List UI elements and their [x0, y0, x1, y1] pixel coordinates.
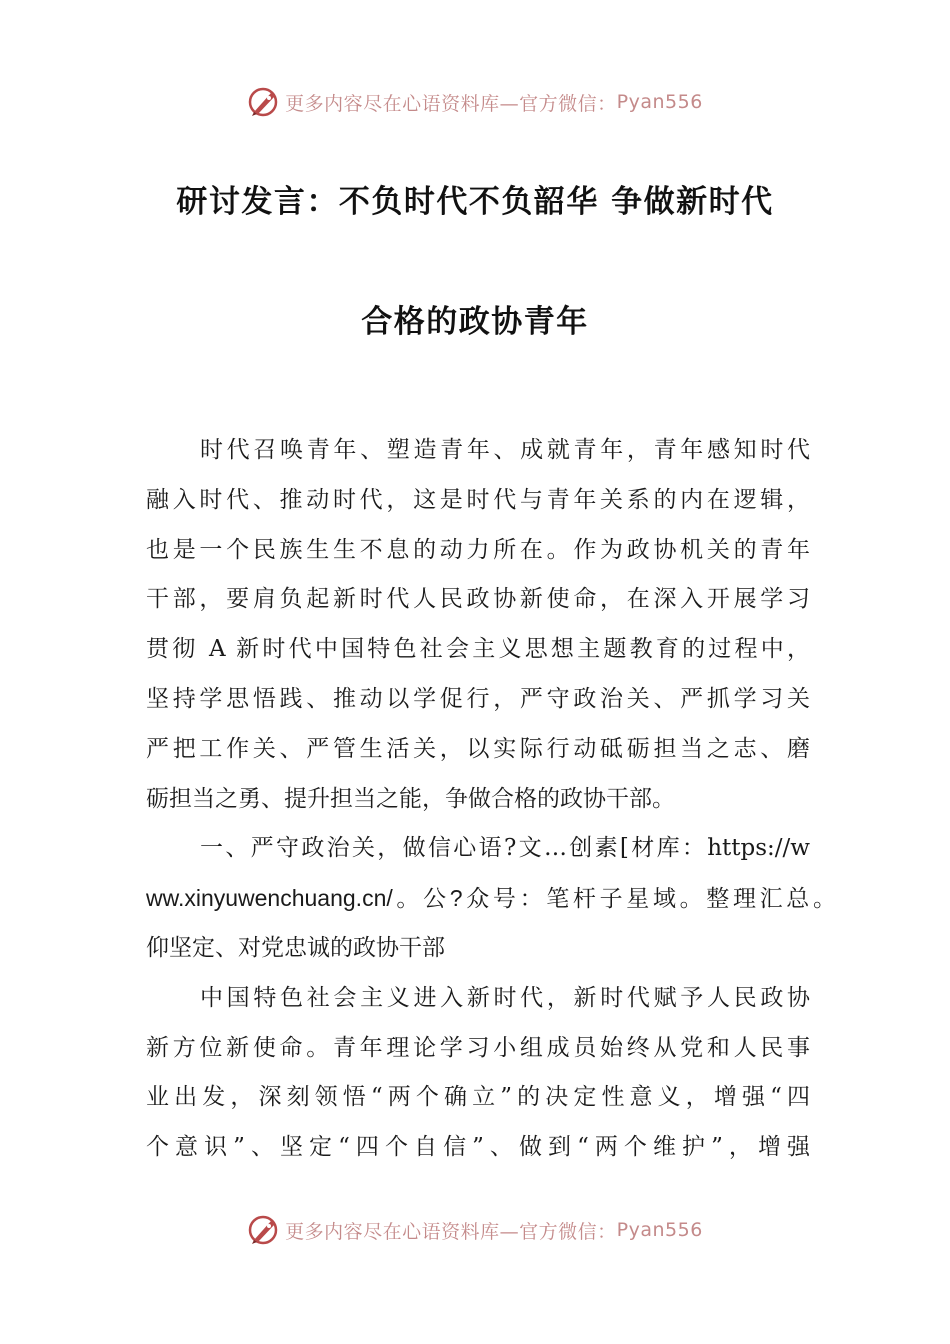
body-line: 中国特色社会主义进入新时代，新时代赋予人民政协 [200, 985, 810, 1011]
body-line: 也是一个民族生生不息的动力所在。作为政协机关的青年 [146, 537, 810, 563]
pen-logo-icon [247, 85, 281, 119]
body-line: 业出发，深刻领悟“两个确立”的决定性意义，增强“四 [146, 1084, 810, 1110]
body-line: ww.xinyuwenchuang.cn/。公?众号：笔杆子星域。整理汇总。 [146, 885, 836, 911]
title-line-1: 研讨发言：不负时代不负韶华 争做新时代 [176, 184, 774, 220]
body-line: 干部，要肩负起新时代人民政协新使命，在深入开展学习 [146, 586, 810, 612]
body-line: 砺担当之勇、提升担当之能，争做合格的政协干部。 [146, 786, 675, 812]
section-heading-line: 一、严守政治关，做信心语?文…创素[材库：https://w [200, 835, 810, 861]
banner-text: 更多内容尽在心语资料库—官方微信： [285, 1220, 617, 1243]
pen-logo-icon [247, 1213, 281, 1247]
body-line: 严把工作关、严管生活关，以实际行动砥砺担当之志、磨 [146, 736, 810, 762]
title-line-2: 合格的政协青年 [361, 304, 589, 340]
banner-wechat-id: Pyan556 [616, 91, 703, 113]
body-line: 新方位新使命。青年理论学习小组成员始终从党和人民事 [146, 1035, 810, 1061]
banner-wechat-id: Pyan556 [616, 1219, 703, 1241]
body-line: 仰坚定、对党忠诚的政协干部 [146, 935, 445, 961]
body-line: 时代召唤青年、塑造青年、成就青年，青年感知时代 [200, 437, 810, 463]
header-watermark-banner [0, 80, 950, 124]
body-line: 贯彻 A 新时代中国特色社会主义思想主题教育的过程中， [146, 636, 810, 662]
banner-text: 更多内容尽在心语资料库—官方微信： [285, 92, 617, 115]
body-line: 坚持学思悟践、推动以学促行，严守政治关、严抓学习关 [146, 686, 810, 712]
footer-watermark-banner [0, 1208, 950, 1252]
body-line: 融入时代、推动时代，这是时代与青年关系的内在逻辑， [146, 487, 810, 513]
body-line: 个意识”、坚定“四个自信”、做到“两个维护”，增强 [146, 1134, 810, 1160]
